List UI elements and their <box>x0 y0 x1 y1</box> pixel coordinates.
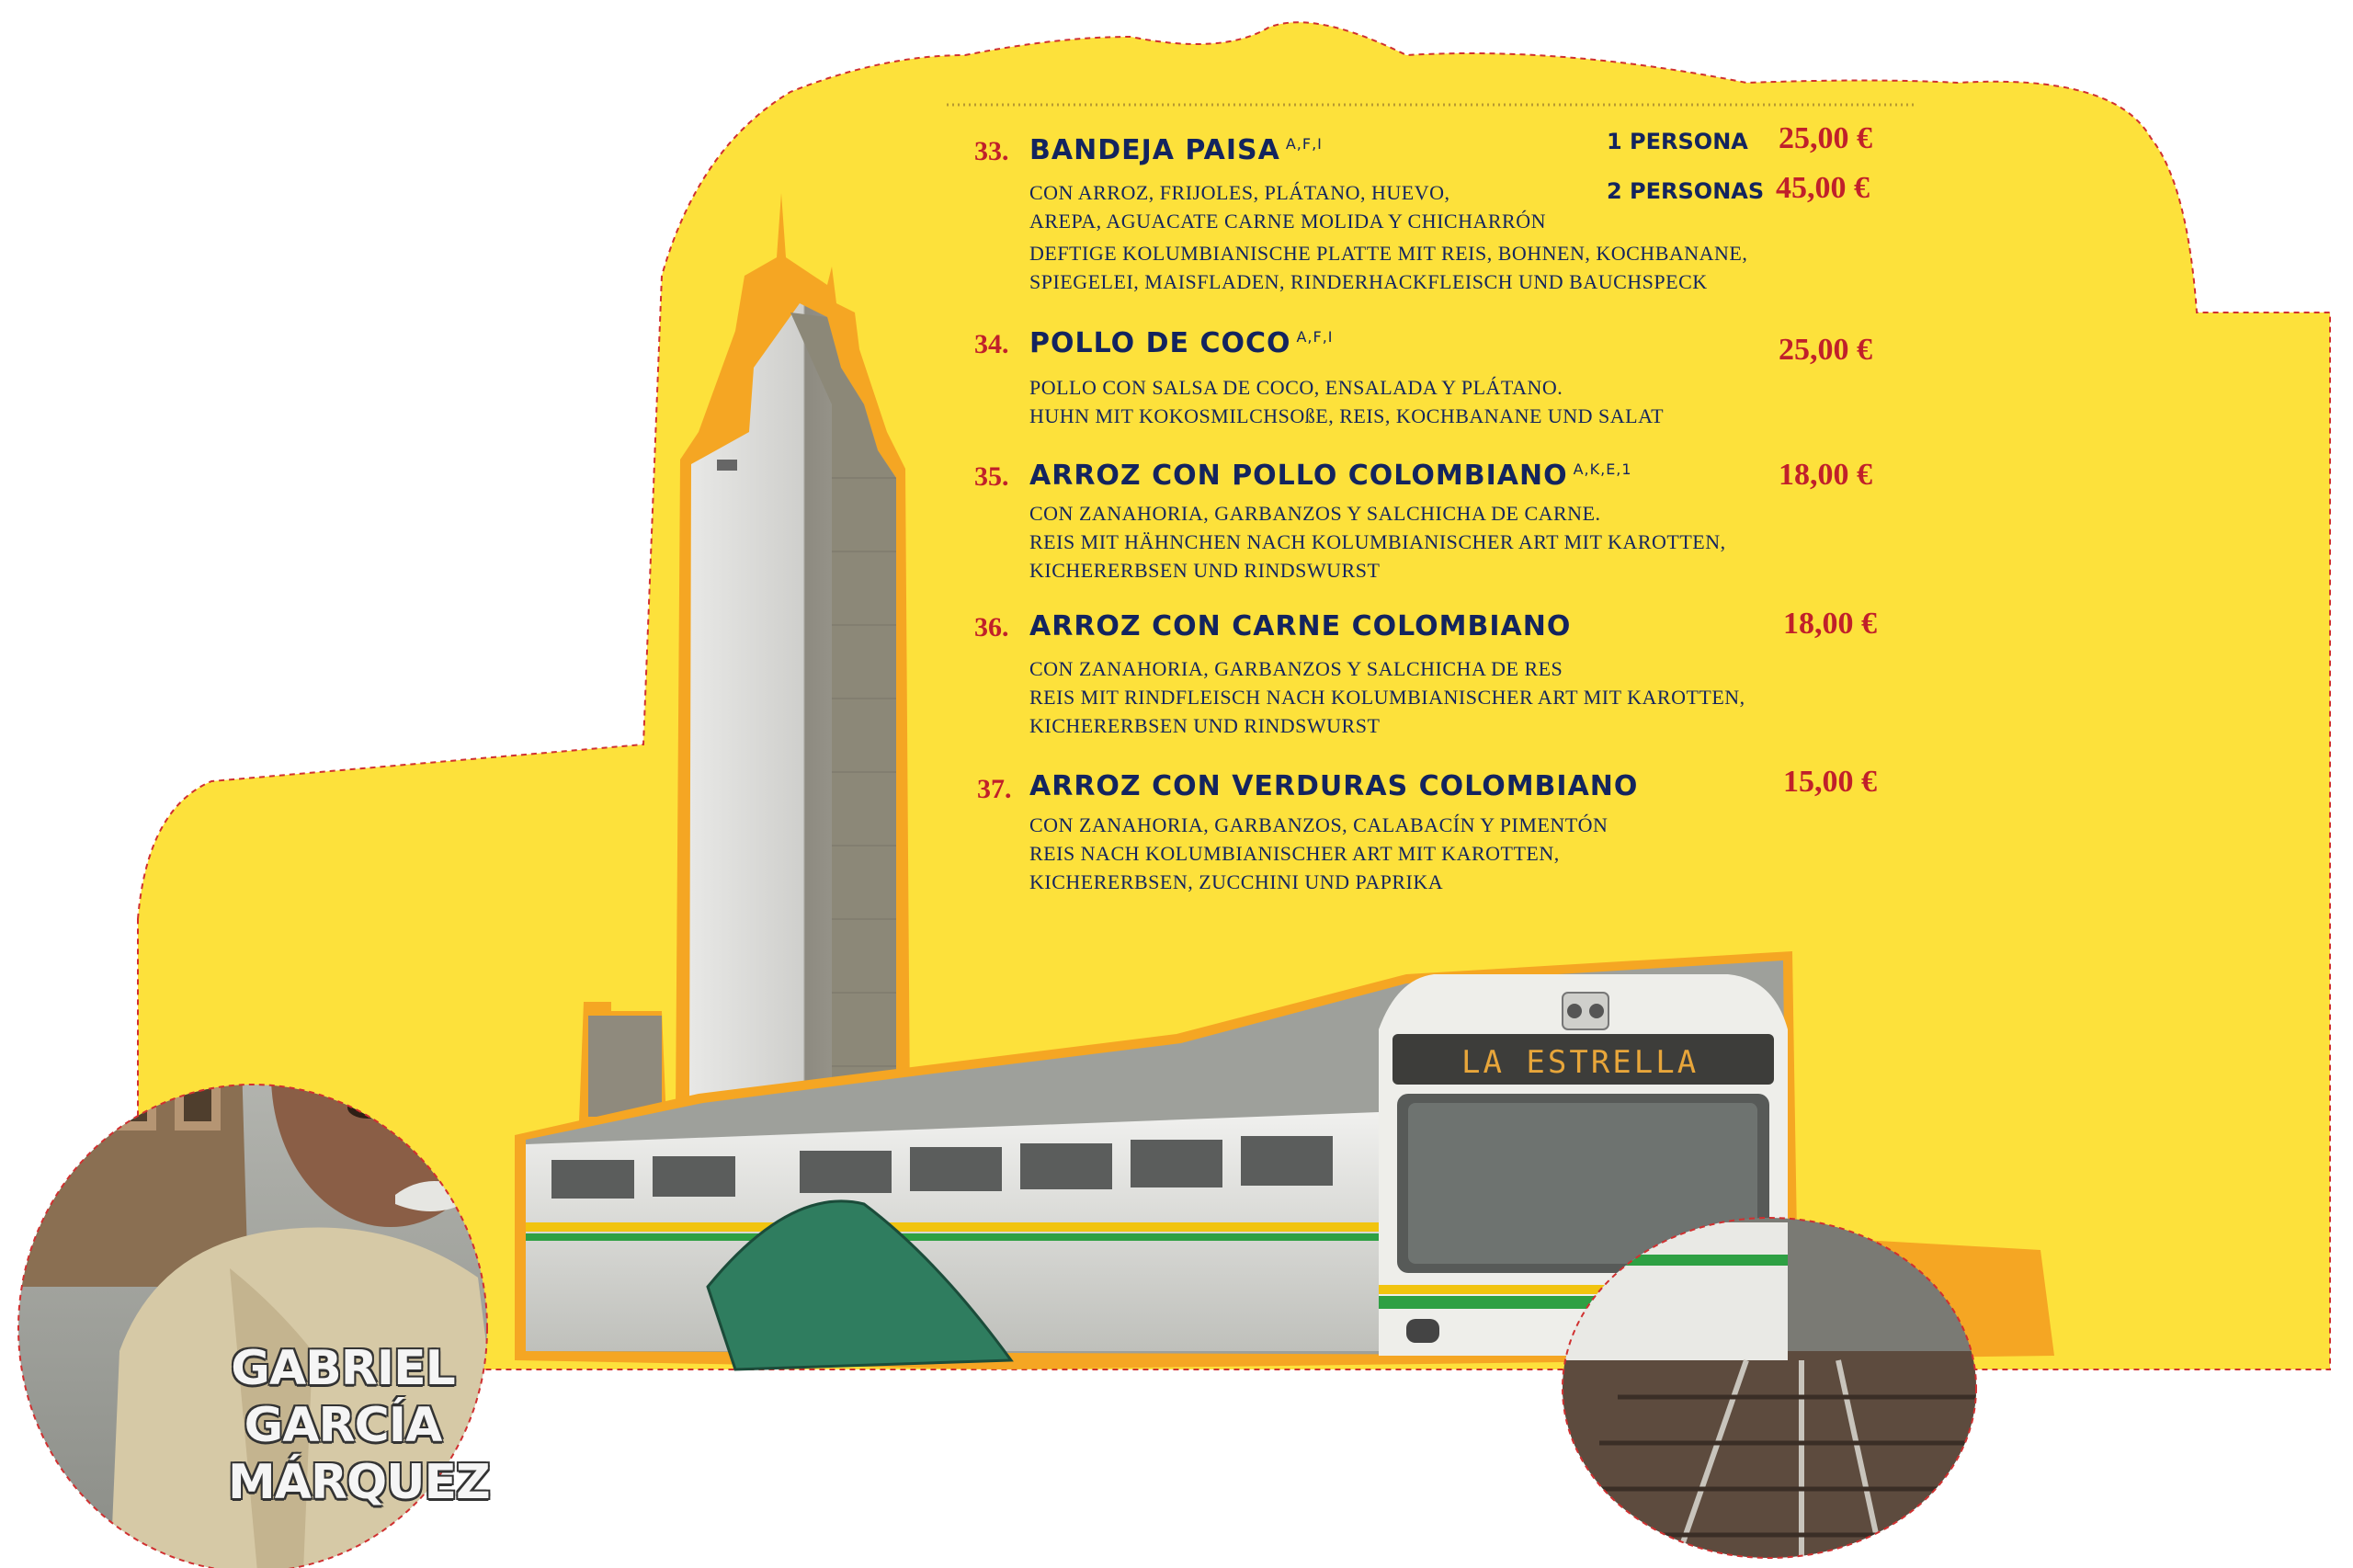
portion-label: 1 PERSONA <box>1607 129 1748 154</box>
dish-description: CON ZANAHORIA, GARBANZOS, CALABACÍN Y PIMENTÓN REIS NACH KOLUMBIANISCHER ART MIT KAROTTEN, KICHERERBSEN, ZUCCHINI UND PAPRIKA <box>1029 813 1608 893</box>
dish-title: ARROZ CON VERDURAS COLOMBIANO <box>1029 770 1639 802</box>
dish-price: 25,00 € <box>1779 121 1872 155</box>
dish-number: 34. <box>974 329 1009 359</box>
allergen-codes: A,F,I <box>1296 328 1334 346</box>
allergen-codes: A,K,E,1 <box>1573 460 1632 478</box>
dish-description-de: DEFTIGE KOLUMBIANISCHE PLATTE MIT REIS, BOHNEN, KOCHBANANE, SPIEGELEI, MAISFLADEN, RINDERHACKFLEISCH UND BAUCHSPECK <box>1029 242 1748 293</box>
dish-number: 33. <box>974 136 1009 166</box>
dish-title: ARROZ CON POLLO COLOMBIANO $^{A,K,E,1}$ <box>1029 460 1632 492</box>
portrait-caption: GABRIEL GARCÍA MÁRQUEZ <box>228 1341 490 1510</box>
dish-description-es: CON ARROZ, FRIJOLES, PLÁTANO, HUEVO, AREPA, AGUACATE CARNE MOLIDA Y CHICHARRÓN <box>1029 181 1546 233</box>
dish-title: BANDEJA PAISA $^{A,F,I}$ <box>1029 134 1323 166</box>
dish-number: 37. <box>977 774 1012 804</box>
dish-number: 36. <box>974 612 1009 642</box>
dish-title: ARROZ CON CARNE COLOMBIANO <box>1029 610 1572 642</box>
train-destination-sign: LA ESTRELLA <box>1461 1044 1699 1081</box>
dish-description: CON ZANAHORIA, GARBANZOS Y SALCHICHA DE RES REIS MIT RINDFLEISCH NACH KOLUMBIANISCHER ART MIT KAROTTEN, KICHERERBSEN UND RINDSWURST <box>1029 657 1745 737</box>
dish-description: POLLO CON SALSA DE COCO, ENSALADA Y PLÁTANO. HUHN MIT KOKOSMILCHSOßE, REIS, KOCHBANANE UND SALAT <box>1029 376 1665 427</box>
dish-price: 18,00 € <box>1783 607 1877 641</box>
portion-label: 2 PERSONAS <box>1607 178 1765 204</box>
allergen-codes: A,F,I <box>1285 135 1323 153</box>
dish-title: POLLO DE COCO $^{A,F,I}$ <box>1029 327 1334 359</box>
dish-description: CON ZANAHORIA, GARBANZOS Y SALCHICHA DE CARNE. REIS MIT HÄHNCHEN NACH KOLUMBIANISCHER ART MIT KAROTTEN, KICHERERBSEN UND RINDSWURST <box>1029 502 1726 582</box>
dish-price: 15,00 € <box>1783 765 1877 799</box>
dish-number: 35. <box>974 461 1009 492</box>
dish-price: 18,00 € <box>1779 458 1872 492</box>
dish-price: 25,00 € <box>1779 333 1872 367</box>
dish-price: 45,00 € <box>1776 171 1870 205</box>
